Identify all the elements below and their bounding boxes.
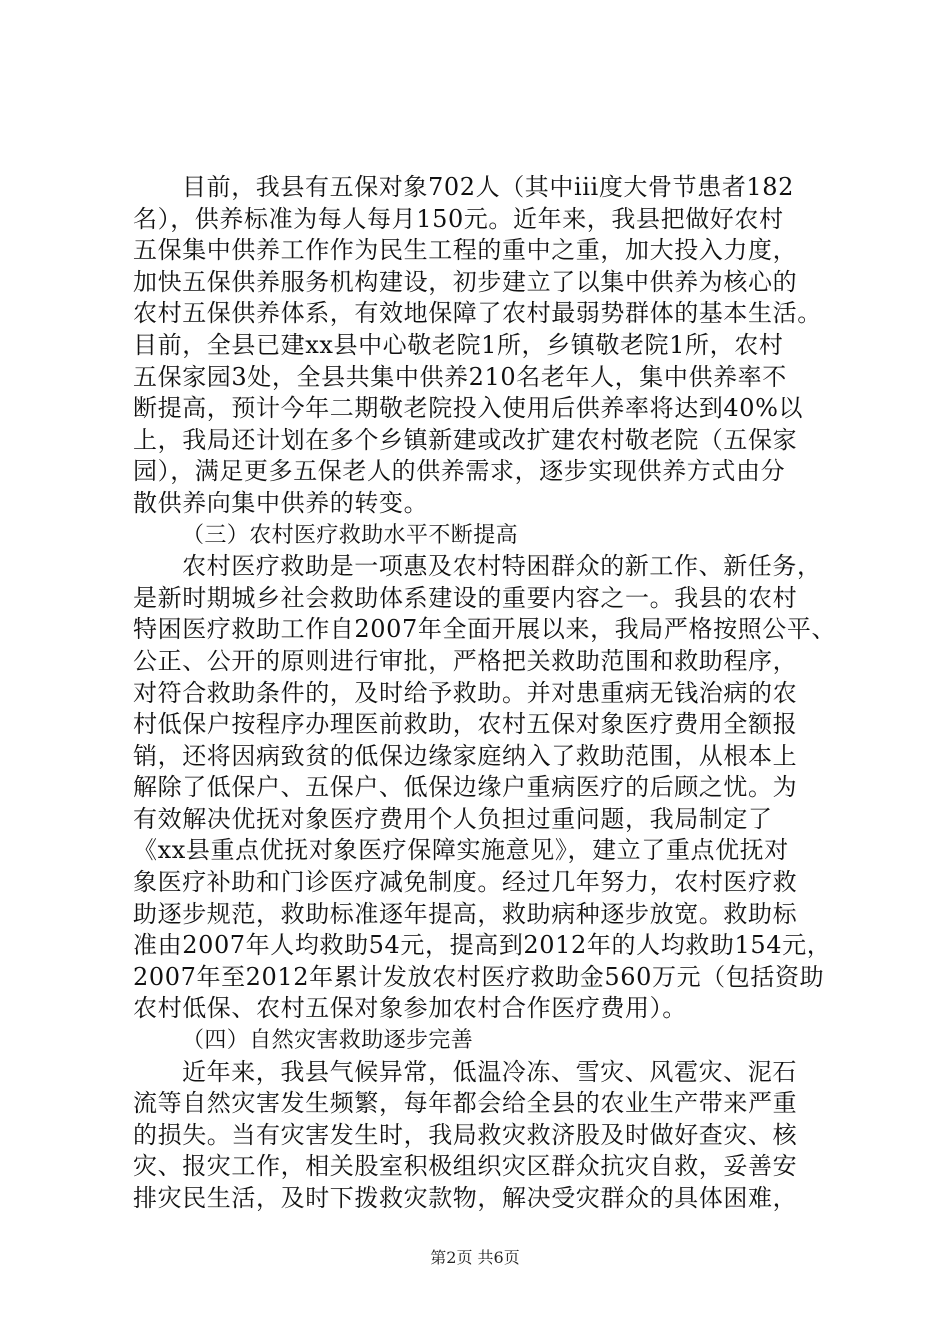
document-body <box>133 172 837 1215</box>
paragraph-line: 散供养向集中供养的转变。 <box>133 488 429 517</box>
paragraph-line: 是新时期城乡社会救助体系建设的重要内容之一。我县的农村 <box>133 583 798 612</box>
paragraph-line: 加快五保供养服务机构建设，初步建立了以集中供养为核心的 <box>133 267 798 296</box>
paragraph-line: 排灾民生活，及时下拨救灾款物，解决受灾群众的具体困难， <box>133 1184 798 1212</box>
paragraph-line: 助逐步规范，救助标准逐年提高，救助病种逐步放宽。救助标 <box>133 899 798 928</box>
paragraph-line: 《xx县重点优抚对象医疗保障实施意见》，建立了重点优抚对 <box>133 836 789 865</box>
paragraph-line: 断提高，预计今年二期敬老院投入使用后供养率将达到40%以 <box>133 394 804 423</box>
paragraph-line: 园），满足更多五保老人的供养需求，逐步实现供养方式由分 <box>133 457 786 486</box>
paragraph-line: 五保集中供养工作作为民生工程的重中之重，加大投入力度， <box>133 236 798 265</box>
section-heading: （三）农村医疗救助水平不断提高 <box>182 522 519 548</box>
paragraph-line: 灾、报灾工作，相关股室积极组织灾区群众抗灾自救，妥善安 <box>133 1152 798 1181</box>
paragraph-line: 2007年至2012年累计发放农村医疗救助金560万元（包括资助 <box>133 962 825 991</box>
page-number-label: 第2页 共6页 <box>430 1248 520 1267</box>
paragraph-line: 农村低保、农村五保对象参加农村合作医疗费用）。 <box>133 994 687 1023</box>
paragraph-line: 流等自然灾害发生频繁，每年都会给全县的农业生产带来严重 <box>133 1089 798 1118</box>
paragraph-line: 目前，我县有五保对象702人（其中iii度大骨节患者182 <box>182 173 795 201</box>
paragraph-line: 近年来，我县气候异常，低温冷冻、雪灾、风雹灾、泥石 <box>182 1057 797 1086</box>
paragraph-line: 上，我局还计划在多个乡镇新建或改扩建农村敬老院（五保家 <box>133 425 798 454</box>
paragraph-line: 销，还将因病致贫的低保边缘家庭纳入了救助范围，从根本上 <box>133 741 798 770</box>
page-footer <box>0 1245 950 1268</box>
paragraph-line: 特困医疗救助工作自2007年全面开展以来，我局严格按照公平、 <box>133 615 837 644</box>
paragraph-line: 村低保户按程序办理医前救助，农村五保对象医疗费用全额报 <box>133 710 798 739</box>
paragraph-line: 对符合救助条件的，及时给予救助。并对患重病无钱治病的农 <box>133 678 798 707</box>
paragraph-line: 的损失。当有灾害发生时，我局救灾救济股及时做好查灾、核 <box>133 1120 798 1149</box>
paragraph-line: 准由2007年人均救助54元，提高到2012年的人均救助154元， <box>133 931 832 960</box>
paragraph-line: 解除了低保户、五保户、低保边缘户重病医疗的后顾之忧。为 <box>133 773 798 802</box>
paragraph-line: 目前，全县已建xx县中心敬老院1所，乡镇敬老院1所，农村 <box>133 330 784 359</box>
paragraph-line: 公正、公开的原则进行审批，严格把关救助范围和救助程序， <box>133 646 798 675</box>
paragraph-line: 农村医疗救助是一项惠及农村特困群众的新工作、新任务， <box>182 552 822 581</box>
paragraph-line: 五保家园3处，全县共集中供养210名老年人，集中供养率不 <box>133 362 787 391</box>
paragraph-line: 农村五保供养体系，有效地保障了农村最弱势群体的基本生活。 <box>133 299 822 328</box>
paragraph-line: 象医疗补助和门诊医疗减免制度。经过几年努力，农村医疗救 <box>133 868 798 897</box>
section-heading: （四）自然灾害救助逐步完善 <box>182 1028 474 1054</box>
paragraph-line: 名），供养标准为每人每月150元。近年来，我县把做好农村 <box>133 204 784 233</box>
paragraph-line: 有效解决优抚对象医疗费用个人负担过重问题，我局制定了 <box>133 804 773 833</box>
